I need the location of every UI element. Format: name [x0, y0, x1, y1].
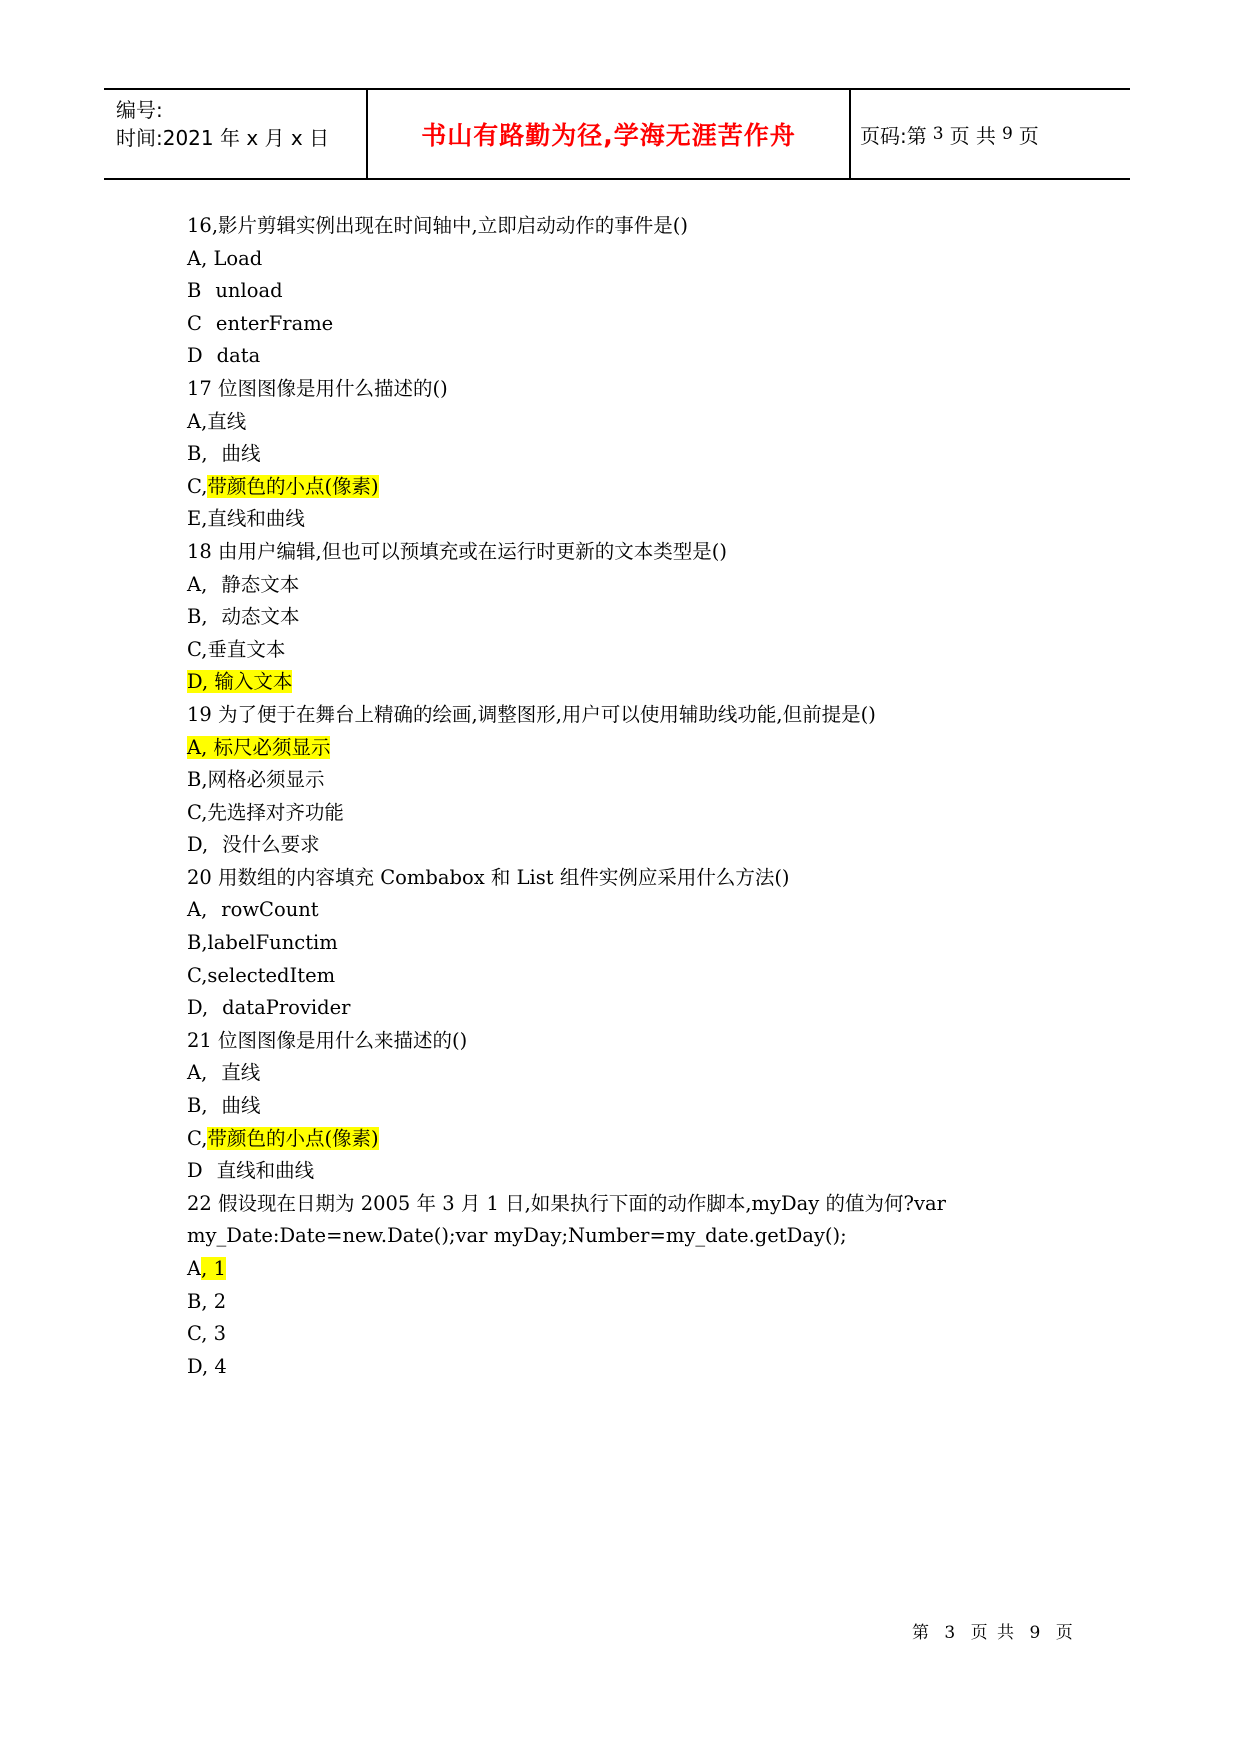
option-label: D, [187, 833, 209, 857]
option-text: 动态文本 [221, 605, 300, 629]
header-divider-right [849, 90, 851, 178]
option-text: dataProvider [222, 996, 351, 1020]
option-text: 直线 [221, 1061, 261, 1085]
page-footer [912, 1618, 1075, 1643]
highlighted-answer: 带颜色的小点(像素) [207, 474, 379, 498]
footer-prefix: 第 [912, 1623, 931, 1643]
highlighted-answer: 带颜色的小点(像素) [207, 1126, 379, 1150]
option-text: enterFrame [215, 311, 334, 335]
answer-option [187, 1286, 1057, 1319]
option-label: C,垂直文本 [187, 637, 286, 661]
option-text: 没什么要求 [222, 833, 320, 857]
answer-option [187, 503, 1057, 536]
answer-option [187, 275, 1057, 308]
option-label: B [187, 279, 202, 303]
answer-option [187, 829, 1057, 862]
option-label: B, 2 [187, 1289, 227, 1313]
footer-total: 9 [1029, 1623, 1043, 1643]
answer-option [187, 960, 1057, 993]
option-label: A, [187, 1061, 208, 1085]
footer-middle: 页 共 [970, 1623, 1017, 1643]
answer-option [187, 732, 1057, 765]
header-page-middle: 页 共 [949, 123, 996, 148]
header-page-suffix: 页 [1018, 123, 1039, 148]
answer-option [187, 1057, 1057, 1090]
option-label: B, [187, 605, 208, 629]
answer-option [187, 471, 1057, 504]
answer-option [187, 1155, 1057, 1188]
option-label: A, Load [187, 246, 263, 270]
answer-option [187, 438, 1057, 471]
highlighted-answer: A, 标尺必须显示 [187, 735, 331, 759]
option-label: C, 3 [187, 1322, 227, 1346]
option-label: D, 4 [187, 1354, 227, 1378]
answer-option [187, 666, 1057, 699]
option-label: D [187, 344, 203, 368]
question-text: 16,影片剪辑实例出现在时间轴中,立即启动动作的事件是() [187, 214, 688, 237]
question-text: 17 位图图像是用什么描述的() [187, 376, 448, 400]
option-label: B,网格必须显示 [187, 768, 325, 792]
header-meta [116, 96, 329, 152]
option-label: B, [187, 1094, 208, 1118]
option-label: C [187, 311, 202, 335]
option-label: C,先选择对齐功能 [187, 800, 344, 824]
answer-option [187, 1253, 1057, 1286]
footer-suffix: 页 [1055, 1623, 1075, 1643]
option-label: E,直线和曲线 [187, 507, 305, 531]
option-text: unload [215, 279, 283, 303]
answer-option [187, 1090, 1057, 1123]
footer-current: 3 [944, 1623, 958, 1643]
option-text: 静态文本 [221, 572, 300, 596]
header-page-prefix: 页码:第 [860, 123, 927, 148]
answer-option [187, 308, 1057, 341]
header-motto: 书山有路勤为径,学海无涯苦作舟 [421, 121, 796, 150]
option-label: D [187, 1159, 203, 1183]
option-label: A,直线 [187, 409, 247, 433]
answer-option [187, 1351, 1057, 1384]
highlighted-answer: D, 输入文本 [187, 670, 293, 694]
answer-option [187, 764, 1057, 797]
option-label: A [187, 1257, 202, 1280]
option-text: 曲线 [221, 442, 261, 466]
answer-option [187, 406, 1057, 439]
answer-option [187, 340, 1057, 373]
answer-option [187, 1123, 1057, 1156]
option-label: D, [187, 996, 209, 1020]
option-label: B, [187, 442, 208, 466]
serial-label: 编号: [116, 98, 163, 122]
highlighted-answer: , 1 [201, 1257, 226, 1280]
header-page-current: 3 [932, 124, 944, 144]
answer-option [187, 927, 1057, 960]
answer-option [187, 894, 1057, 927]
question-text: 21 位图图像是用什么来描述的() [187, 1028, 468, 1052]
question-text: 22 假设现在日期为 2005 年 3 月 1 日,如果执行下面的动作脚本,myDay 的值为何?var my_Date:Date=new.Date();var myDay;Number=my_date.getDay(); [187, 1191, 946, 1248]
question-text: 19 为了便于在舞台上精确的绘画,调整图形,用户可以使用辅助线功能,但前提是() [187, 702, 876, 726]
option-label: C,selectedItem [187, 963, 336, 987]
option-label: B,labelFunctim [187, 931, 338, 955]
question-list [187, 210, 1057, 1383]
answer-option [187, 992, 1057, 1025]
option-text: rowCount [221, 898, 319, 922]
option-text: 直线和曲线 [216, 1159, 315, 1183]
question-text: 18 由用户编辑,但也可以预填充或在运行时更新的文本类型是() [187, 539, 727, 563]
option-label: A, [187, 898, 208, 922]
option-label: C, [187, 1126, 208, 1150]
answer-option [187, 569, 1057, 602]
option-text: data [216, 344, 261, 368]
time-label: 时间:2021 年 x 月 x 日 [116, 126, 330, 150]
header-page-indicator [860, 90, 1039, 178]
answer-option [187, 1318, 1057, 1351]
question-text: 20 用数组的内容填充 Combabox 和 List 组件实例应采用什么方法() [187, 865, 790, 889]
answer-option [187, 243, 1057, 276]
option-text: 曲线 [221, 1094, 261, 1118]
option-label: C, [187, 474, 208, 498]
header-page-total: 9 [1001, 124, 1013, 144]
option-label: A, [187, 572, 208, 596]
answer-option [187, 797, 1057, 830]
answer-option [187, 634, 1057, 667]
page-header [104, 88, 1130, 180]
answer-option [187, 601, 1057, 634]
